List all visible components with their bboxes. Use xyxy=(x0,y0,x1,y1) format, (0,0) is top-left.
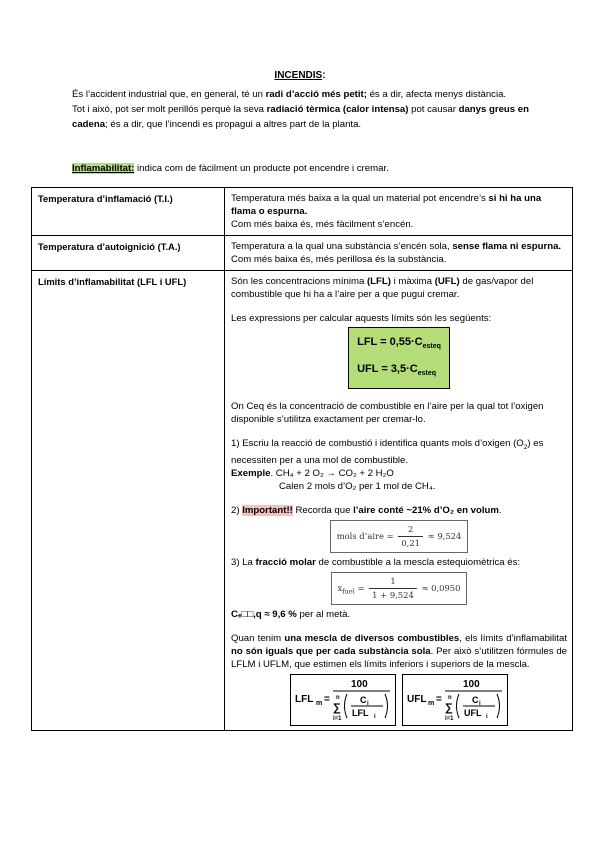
ceq-definition: On Ceq és la concentració de combustible en l’aire per la qual tot l’oxigen disponible s’utilitza exactament per cremar-lo. xyxy=(231,401,544,426)
svg-text:100: 100 xyxy=(463,679,481,691)
inflamabilitat-term: Inflamabilitat: xyxy=(72,163,135,174)
step-2: 2) Important!! Recorda que l’aire conté ~21% d’O₂ en volum. xyxy=(231,505,502,517)
svg-text:LFL: LFL xyxy=(351,708,369,719)
table-row xyxy=(32,236,573,271)
inflamabilitat-definition: Inflamabilitat: indica com de fàcilment un producte pot encendre i cremar. xyxy=(72,163,389,174)
lflm-formula xyxy=(290,674,396,726)
fuel-fraction-equation: $x_{fuel}$ = $\frac{1}{1 + 9,524}$ ≈ 0,0950 xyxy=(331,572,468,605)
step-1: 1) Escriu la reacció de combustió i identifica quants mols d’oxigen $(O_2)$ es necessiten per a una mol de combustible. xyxy=(231,438,544,467)
svg-text:C: C xyxy=(472,695,479,706)
svg-text:=: = xyxy=(436,694,443,706)
table-row xyxy=(32,271,573,731)
svg-text:i: i xyxy=(486,714,488,721)
svg-text:i: i xyxy=(373,714,376,721)
definition-ti: Temperatura més baixa a la qual un material pot encendre’s si hi ha una flama o espurna. Com més baixa és, més fàcilment s’encén. xyxy=(225,188,573,236)
example-equation: Exemple. CH₄ + 2 O₂ → CO₂ + 2 H₂O xyxy=(231,468,394,480)
svg-text:UFL: UFL xyxy=(407,694,427,706)
svg-text:m: m xyxy=(428,700,435,708)
svg-text:n: n xyxy=(448,695,452,702)
svg-text:C: C xyxy=(359,695,367,706)
term-ta: Temperatura d’autoignició (T.A.) xyxy=(32,236,225,271)
example-note: Calen 2 mols d’O₂ per 1 mol de CH₄. xyxy=(279,481,436,493)
svg-text:m: m xyxy=(315,700,322,708)
svg-text:∑: ∑ xyxy=(332,702,341,715)
lfl-ufl-formula-box: LFL = $0,55\cdot C_{esteq}$ UFL = $3,5\cdot C_{esteq}$ xyxy=(348,327,450,389)
svg-text:100: 100 xyxy=(350,679,368,691)
step-3: 3) La fracció molar de combustible a la mescla estequiomètrica és: xyxy=(231,557,521,569)
page-title: INCENDIS: xyxy=(274,70,326,81)
air-moles-equation: mols d’aire = $\frac{2}{0,21}$ ≈ 9,524 xyxy=(330,520,469,553)
definitions-table xyxy=(31,187,573,731)
svg-text:∑: ∑ xyxy=(445,702,454,715)
svg-text:n: n xyxy=(335,695,340,702)
mixture-paragraph: Quan tenim una mescla de diversos combustibles, els límits d’inflamabilitat no són iguals que per cada substància sola. Per això s’utilitzen fórmules de LFLM i UFLM, que estimen els límits inferiors i superiors de la mescla. xyxy=(231,633,568,671)
table-row xyxy=(32,188,573,236)
definition-lfl xyxy=(225,271,573,731)
svg-text:i=1: i=1 xyxy=(445,716,454,723)
definition-ta: Temperatura a la qual una substància s’encén sola, sense flama ni espurna. Com més baixa és, més perillosa és la substància. xyxy=(225,236,573,271)
svg-text:UFL: UFL xyxy=(464,708,482,719)
term-lfl: Límits d’inflamabilitat (LFL i UFL) xyxy=(32,271,225,731)
svg-text:i: i xyxy=(366,701,369,708)
lfl-expressions-text: Les expressions per calcular aquests límits són les següents: xyxy=(231,313,492,324)
intro-text xyxy=(72,87,532,132)
title-text: INCENDIS xyxy=(274,70,323,81)
term-ti: Temperatura d’inflamació (T.I.) xyxy=(32,188,225,236)
svg-text:=: = xyxy=(323,694,330,706)
intro-paragraph-2: Tot i això, pot ser molt perillós perquè la seva radiació tèrmica (calor intensa) pot causar danys greus en cadena; és a dir, que l’incendi es propagui a altres part de la planta. xyxy=(72,104,529,130)
svg-text:i=1: i=1 xyxy=(332,716,342,723)
svg-text:LFL: LFL xyxy=(294,694,313,706)
svg-text:i: i xyxy=(479,701,481,708)
intro-paragraph-1: És l’accident industrial que, en general, té un radi d’acció més petit; és a dir, afecta menys distància. xyxy=(72,89,507,100)
uflm-formula xyxy=(402,674,508,726)
lfl-intro: Són les concentracions mínima (LFL) i màxima (UFL) de gas/vapor del combustible que hi ha a l’aire per a que pugui cremar. xyxy=(231,276,534,300)
ceq-result: Cₑ□□,q ≈ 9,6 % per al metà. xyxy=(231,609,351,621)
